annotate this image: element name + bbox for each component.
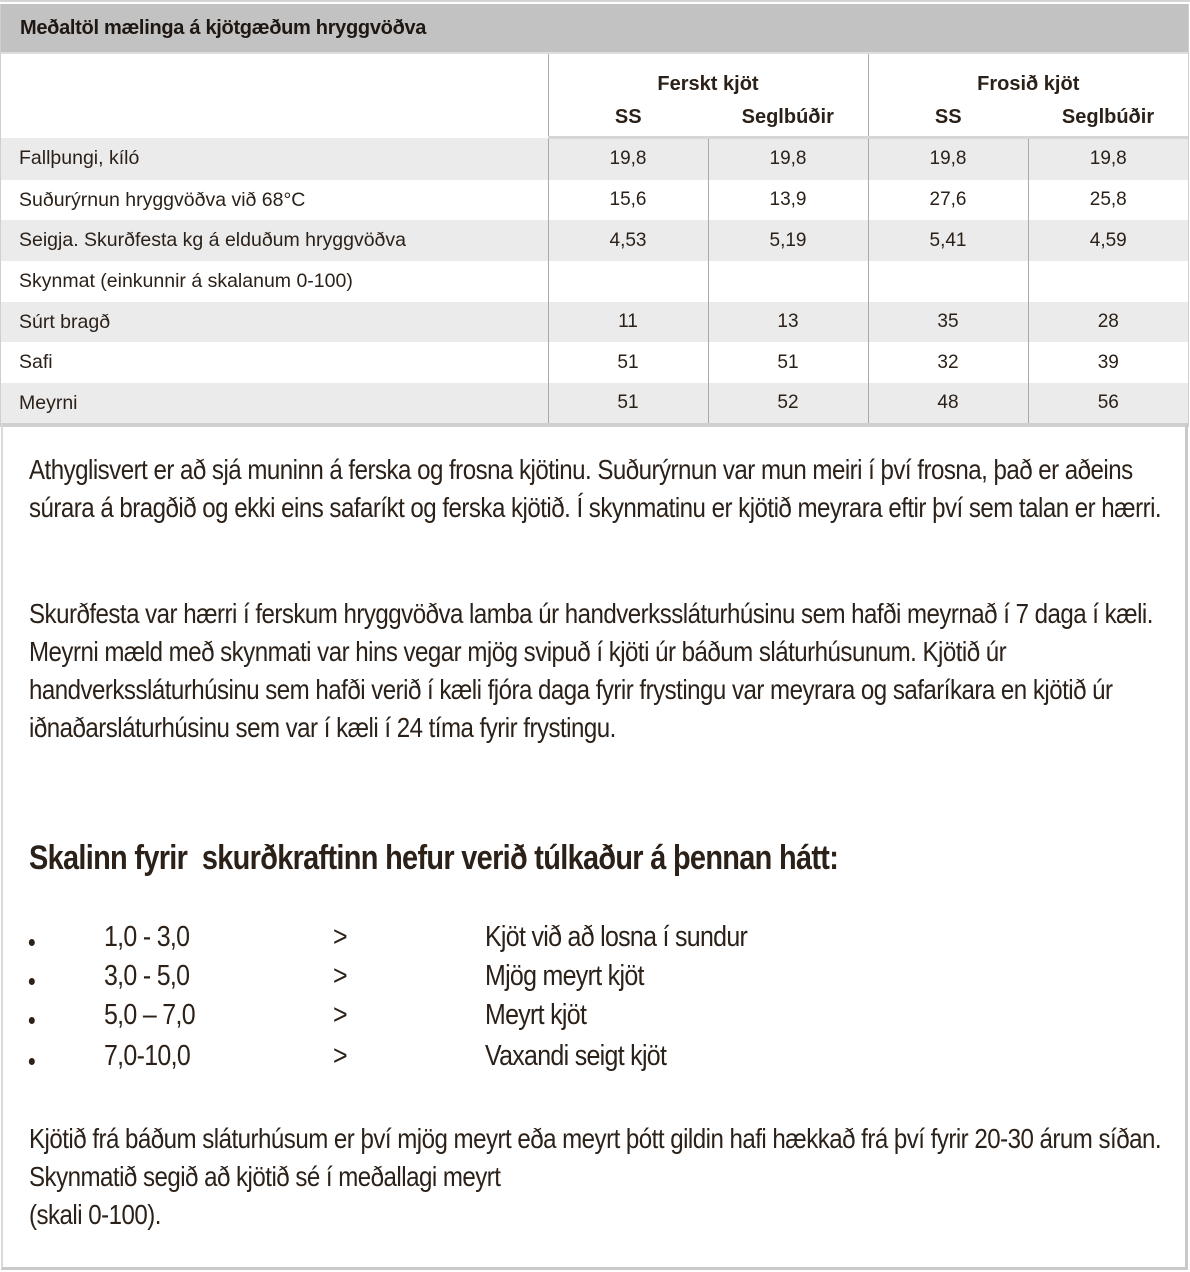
sub-header-fresh-seglbudir: Seglbúðir <box>708 98 868 138</box>
meat-quality-table <box>0 4 1189 427</box>
table-row <box>1 220 1188 261</box>
table-cell: 19,8 <box>868 138 1028 180</box>
sub-header-fresh-ss: SS <box>548 98 708 138</box>
data-table <box>1 54 1188 427</box>
table-row <box>1 342 1188 383</box>
table-cell: 35 <box>868 302 1028 343</box>
table-cell <box>868 261 1028 302</box>
paragraph-conclusion: Kjötið frá báðum sláturhúsum er því mjög meyrt eða meyrt þótt gildin hafi hækkað frá því fyrir 20-30 árum síðan. Skynmatið segið að kjötið sé í meðallagi meyrt (skali 0-100). <box>29 1123 1162 1230</box>
table-cell: 56 <box>1028 383 1188 425</box>
table-cell: 11 <box>548 302 708 343</box>
sub-header-frozen-ss: SS <box>868 98 1028 138</box>
list-item <box>3 1040 949 1079</box>
greater-than-icon: > <box>332 999 347 1031</box>
list-item <box>3 999 949 1038</box>
table-cell: 5,41 <box>868 220 1028 261</box>
scale-range: 3,0 - 5,0 <box>103 960 190 992</box>
table-cell: 13,9 <box>708 180 868 221</box>
table-cell: 48 <box>868 383 1028 425</box>
row-label: Súrt bragð <box>1 302 548 343</box>
table-cell: 32 <box>868 342 1028 383</box>
table-cell: 5,19 <box>708 220 868 261</box>
table-cell <box>548 261 708 302</box>
scale-description: Mjög meyrt kjöt <box>484 960 644 992</box>
table-cell: 51 <box>548 383 708 425</box>
table-cell: 13 <box>708 302 868 343</box>
scale-range: 7,0-10,0 <box>103 1040 191 1072</box>
table-cell: 19,8 <box>1028 138 1188 180</box>
table-cell: 39 <box>1028 342 1188 383</box>
table-row <box>1 383 1188 425</box>
table-cell <box>708 261 868 302</box>
bullet-icon <box>29 939 35 946</box>
table-cell: 15,6 <box>548 180 708 221</box>
table-cell: 27,6 <box>868 180 1028 221</box>
paragraph-shear-force: Skurðfesta var hærri í ferskum hryggvöðva lamba úr handverkssláturhúsinu sem hafði meyrnað í 7 daga í kæli. Meyrni mæld með skynmati var hins vegar mjög svipuð í kjöti úr báðum sláturhúsunum. Kjötið úr handverkssláturhúsinu sem hafði verið í kæli fjóra daga fyrir frystingu var meyrara og safaríkara en kjötið úr iðnaðarsláturhúsinu sem var í kæli í 24 tíma fyrir frystingu. <box>29 598 1153 743</box>
greater-than-icon: > <box>332 960 347 992</box>
empty-corner-cell <box>1 54 548 138</box>
table-row <box>1 302 1188 343</box>
table-cell: 19,8 <box>708 138 868 180</box>
table-row <box>1 180 1188 221</box>
bullet-icon <box>29 1058 35 1065</box>
sub-header-frozen-seglbudir: Seglbúðir <box>1028 98 1188 138</box>
scale-heading: Skalinn fyrir skurðkraftinn hefur verið túlkaður á þennan hátt: <box>29 839 839 877</box>
table-cell <box>1028 261 1188 302</box>
scale-description: Meyrt kjöt <box>484 999 587 1031</box>
table-row <box>1 138 1188 180</box>
scale-range: 5,0 – 7,0 <box>103 999 195 1031</box>
list-item <box>3 960 949 999</box>
paragraph-comparison: Athyglisvert er að sjá muninn á ferska og frosna kjötinu. Suðurýrnun var mun meiri í því frosna, það er aðeins súrara á bragðið og ekki eins safaríkt og ferska kjötið. Í skynmatinu er kjötið meyrara eftir því sem talan er hærri. <box>29 454 1162 523</box>
row-label: Safi <box>19 351 53 374</box>
scale-range: 1,0 - 3,0 <box>103 921 190 953</box>
table-cell: 19,8 <box>548 138 708 180</box>
table-cell: 4,53 <box>548 220 708 261</box>
scale-description: Kjöt við að losna í sundur <box>484 921 748 953</box>
table-cell: 4,59 <box>1028 220 1188 261</box>
row-label: Suðurýrnun hryggvöðva við 68°C <box>19 188 306 211</box>
table-cell: 25,8 <box>1028 180 1188 221</box>
row-label: Meyrni <box>1 383 548 425</box>
greater-than-icon: > <box>332 921 347 953</box>
group-header-fresh: Ferskt kjöt <box>548 54 868 98</box>
row-label: Skynmat (einkunnir á skalanum 0-100) <box>19 269 353 292</box>
table-cell: 51 <box>708 342 868 383</box>
list-item <box>3 921 949 960</box>
table-title: Meðaltöl mælinga á kjötgæðum hryggvöðva <box>1 4 1188 54</box>
group-header-frozen: Frosið kjöt <box>868 54 1188 98</box>
scale-description: Vaxandi seigt kjöt <box>484 1040 667 1072</box>
table-cell: 28 <box>1028 302 1188 343</box>
bullet-icon <box>29 1017 35 1024</box>
row-label: Fallþungi, kíló <box>1 138 548 180</box>
table-cell: 51 <box>548 342 708 383</box>
shear-scale-list <box>3 921 1103 1079</box>
table-row <box>1 261 1188 302</box>
group-header-row <box>1 54 1188 98</box>
greater-than-icon: > <box>332 1040 347 1072</box>
commentary-box <box>1 423 1188 1270</box>
bullet-icon <box>29 978 35 985</box>
table-cell: 52 <box>708 383 868 425</box>
row-label: Seigja. Skurðfesta kg á elduðum hryggvöðva <box>1 220 548 261</box>
